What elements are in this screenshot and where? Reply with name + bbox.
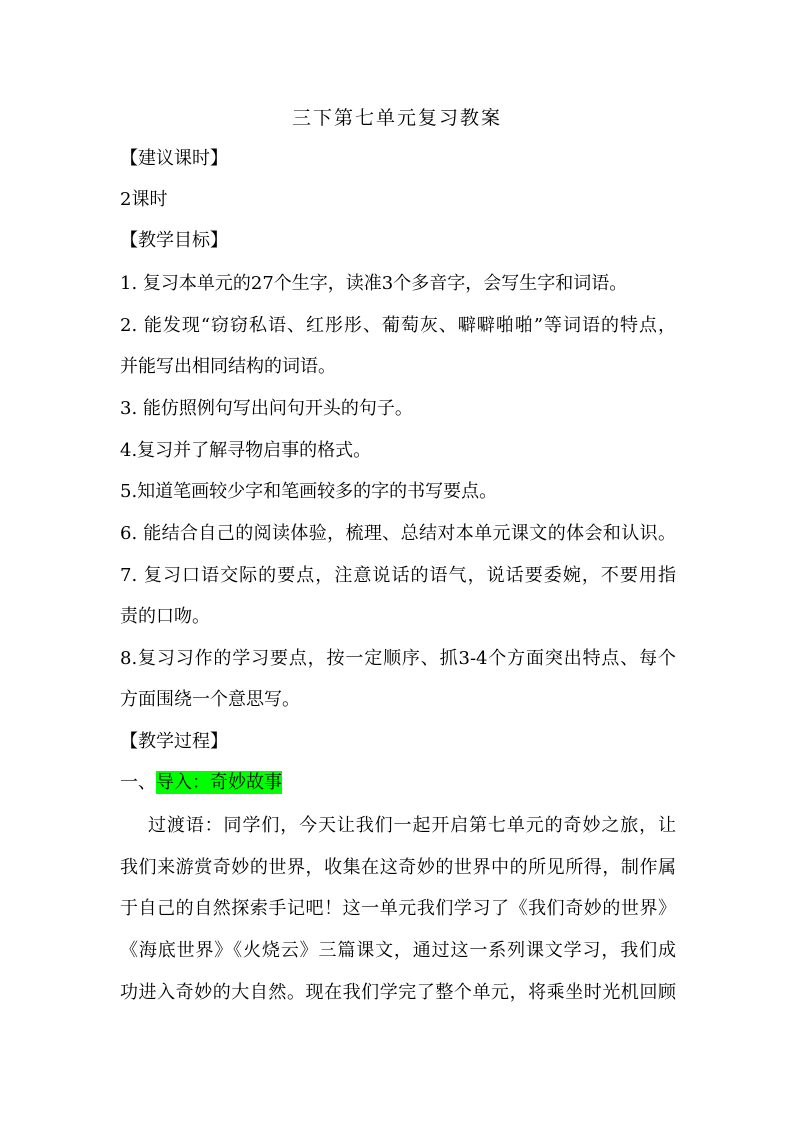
step-1-title-highlighted: 导入：奇妙故事 bbox=[156, 772, 282, 793]
transition-paragraph-line-2: 我们来游赏奇妙的世界，收集在这奇妙的世界中的所见所得，制作属 bbox=[120, 857, 676, 878]
objective-item-1: 1. 复习本单元的27个生字，读准3个多音字，会写生字和词语。 bbox=[120, 273, 628, 294]
objective-item-7: 7. 复习口语交际的要点，注意说话的语气，说话要委婉，不要用指 bbox=[120, 565, 676, 586]
process-heading: 【教学过程】 bbox=[120, 731, 228, 752]
transition-paragraph-line-3: 于自己的自然探索手记吧！这一单元我们学习了《我们奇妙的世界》 bbox=[120, 898, 676, 919]
transition-paragraph-line-1: 过渡语：同学们，今天让我们一起开启第七单元的奇妙之旅，让 bbox=[148, 815, 676, 836]
suggested-hours-heading: 【建议课时】 bbox=[120, 148, 228, 169]
objective-item-8-continued: 方面围绕一个意思写。 bbox=[120, 689, 300, 710]
objective-item-2: 2. 能发现“窃窃私语、红彤彤、葡萄灰、噼噼啪啪”等词语的特点， bbox=[120, 315, 676, 336]
objective-item-8: 8.复习习作的学习要点，按一定顺序、抓3-4个方面突出特点、每个 bbox=[120, 648, 676, 669]
step-1-number: 一、 bbox=[120, 772, 156, 793]
transition-paragraph-line-4: 《海底世界》《火烧云》三篇课文，通过这一系列课文学习，我们成 bbox=[120, 940, 676, 961]
objective-item-4: 4.复习并了解寻物启事的格式。 bbox=[120, 440, 372, 461]
objective-item-3: 3. 能仿照例句写出问句开头的句子。 bbox=[120, 398, 413, 419]
objective-item-5: 5.知道笔画较少字和笔画较多的字的书写要点。 bbox=[120, 481, 498, 502]
objective-item-6: 6. 能结合自己的阅读体验，梳理、总结对本单元课文的体会和认识。 bbox=[120, 523, 676, 544]
objectives-heading: 【教学目标】 bbox=[120, 230, 228, 251]
suggested-hours-value: 2课时 bbox=[120, 189, 168, 210]
transition-paragraph-line-5: 功进入奇妙的大自然。现在我们学完了整个单元，将乘坐时光机回顾 bbox=[120, 982, 676, 1003]
objective-item-2-continued: 并能写出相同结构的词语。 bbox=[120, 356, 336, 377]
objective-item-7-continued: 责的口吻。 bbox=[120, 606, 210, 627]
document-title: 三下第七单元复习教案 bbox=[291, 107, 502, 129]
step-1-heading bbox=[120, 771, 676, 795]
